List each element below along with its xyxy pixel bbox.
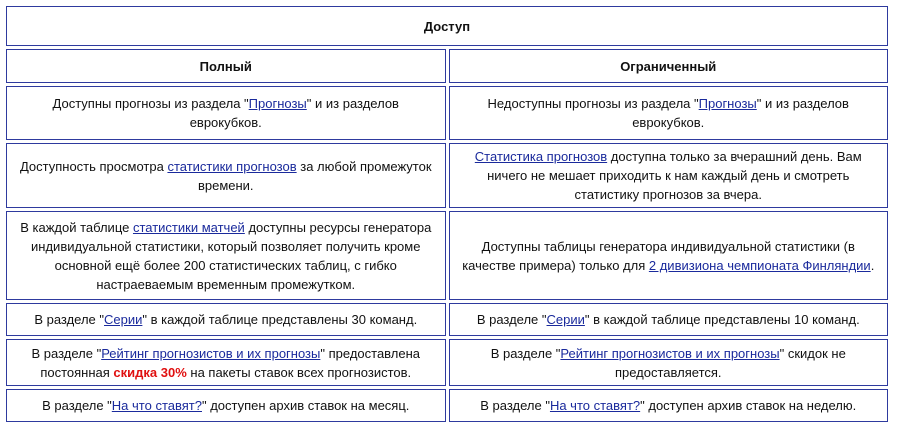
cell-text: В разделе " bbox=[490, 345, 561, 361]
cell-limited-match-stats bbox=[449, 211, 889, 300]
table-row bbox=[6, 211, 888, 300]
access-comparison bbox=[6, 3, 894, 425]
cell-limited-forecasts bbox=[449, 86, 889, 140]
cell-full-forecast-stats bbox=[6, 143, 446, 208]
rating-link[interactable]: Рейтинг прогнозистов и их прогнозы bbox=[101, 345, 321, 361]
cell-text: " скидок не предоставляется. bbox=[614, 345, 846, 380]
cell-limited-rating bbox=[449, 339, 889, 386]
cell-text: Доступны прогнозы из раздела " bbox=[52, 96, 249, 111]
cell-text: " и из разделов еврокубков. bbox=[632, 96, 849, 130]
cell-text: Недоступны прогнозы из раздела " bbox=[487, 96, 699, 111]
cell-full-rating bbox=[6, 339, 446, 386]
table-row bbox=[6, 389, 888, 422]
cell-text: Доступны таблицы генератора индивидуальной статистики (в качестве примера) только для bbox=[462, 238, 855, 273]
cell-text: " доступен архив ставок на месяц. bbox=[201, 398, 410, 413]
cell-full-series bbox=[6, 303, 446, 336]
cell-text: В разделе " bbox=[31, 345, 102, 361]
table-row bbox=[6, 339, 888, 386]
cell-text: . bbox=[870, 257, 875, 273]
forecast-stats-link[interactable]: Статистика прогнозов bbox=[474, 149, 608, 164]
table-row bbox=[6, 143, 888, 208]
cell-text: доступна только за вчерашний день. Вам ничего не мешает приходить к нам каждый день и смотреть статистику прогнозов за вчера. bbox=[487, 149, 862, 202]
finland-division-link[interactable]: 2 дивизиона чемпионата Финляндии bbox=[648, 257, 871, 273]
cell-text: В разделе " bbox=[480, 398, 550, 413]
cell-text: " в каждой таблице представлены 10 команд. bbox=[584, 312, 860, 327]
cell-text: В разделе " bbox=[34, 312, 105, 327]
column-header-full: Полный bbox=[6, 49, 446, 83]
table-title: Доступ bbox=[6, 6, 888, 46]
cell-text: на пакеты ставок всех прогнозистов. bbox=[186, 364, 412, 380]
cell-text: за любой промежуток времени. bbox=[197, 158, 432, 193]
cell-limited-forecast-stats bbox=[449, 143, 889, 208]
cell-full-bets bbox=[6, 389, 446, 422]
forecasts-link[interactable]: Прогнозы bbox=[698, 96, 757, 111]
cell-text: " и из разделов еврокубков. bbox=[189, 96, 399, 130]
cell-text: Доступность просмотра bbox=[19, 158, 168, 174]
cell-text: " предоставлена постоянная bbox=[40, 345, 421, 380]
discount-highlight: скидка 30% bbox=[113, 364, 187, 380]
bets-link[interactable]: На что ставят? bbox=[111, 398, 202, 413]
cell-text: В каждой таблице bbox=[20, 219, 133, 235]
cell-text: " в каждой таблице представлены 30 команд. bbox=[142, 312, 418, 327]
bets-link[interactable]: На что ставят? bbox=[549, 398, 641, 413]
cell-text: доступны ресурсы генератора индивидуальной статистики, который позволяет получить кроме основной ещё более 200 статистических таблиц, с гибко настраеваемым временным промежутком. bbox=[31, 219, 432, 292]
forecast-stats-link[interactable]: статистики прогнозов bbox=[167, 158, 297, 174]
forecasts-link[interactable]: Прогнозы bbox=[248, 96, 307, 111]
series-link[interactable]: Серии bbox=[546, 312, 585, 327]
cell-limited-series bbox=[449, 303, 889, 336]
cell-full-match-stats bbox=[6, 211, 446, 300]
series-link[interactable]: Серии bbox=[104, 312, 143, 327]
cell-text: В разделе " bbox=[42, 398, 112, 413]
match-stats-link[interactable]: статистики матчей bbox=[132, 219, 245, 235]
column-header-limited: Ограниченный bbox=[449, 49, 889, 83]
rating-link[interactable]: Рейтинг прогнозистов и их прогнозы bbox=[560, 345, 780, 361]
table-row bbox=[6, 303, 888, 336]
table-row bbox=[6, 86, 888, 140]
cell-text: В разделе " bbox=[476, 312, 547, 327]
cell-limited-bets bbox=[449, 389, 889, 422]
access-table bbox=[3, 3, 891, 425]
cell-full-forecasts bbox=[6, 86, 446, 140]
cell-text: " доступен архив ставок на неделю. bbox=[640, 398, 857, 413]
